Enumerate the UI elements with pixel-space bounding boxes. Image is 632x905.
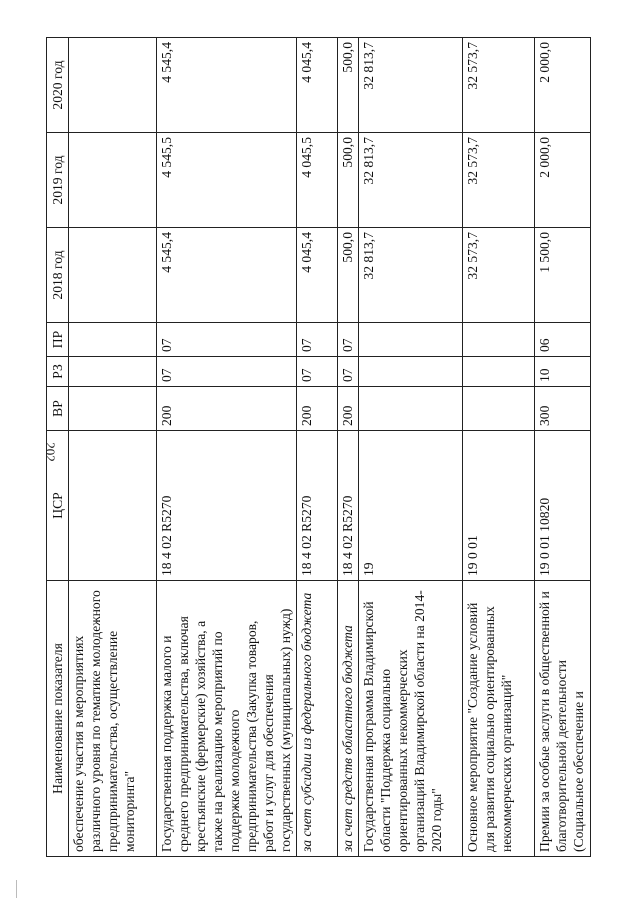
- cell-vr: 300: [535, 387, 591, 431]
- header-pr: ПР: [47, 323, 69, 357]
- cell-csr: 18 4 02 R5270: [297, 431, 338, 581]
- cell-name: Премии за особые заслуги в общественной и благотворительной деятельности (Социальное обеспечение и: [535, 581, 591, 857]
- cell-rz: [359, 357, 463, 387]
- cell-pr: [359, 323, 463, 357]
- cell-2020: 32 573,7: [463, 38, 535, 133]
- header-rz: РЗ: [47, 357, 69, 387]
- header-2019: 2019 год: [47, 133, 69, 228]
- cell-2018: 1 500,0: [535, 228, 591, 323]
- cell-2019: 32 573,7: [463, 133, 535, 228]
- header-vr: ВР: [47, 387, 69, 431]
- cell-name: обеспечение участия в мероприятиях различного уровня по тематике молодежного предпринимательства, осуществление мониторинга": [69, 581, 157, 857]
- cell-2020: 32 813,7: [359, 38, 463, 133]
- cell-vr: 200: [157, 387, 297, 431]
- cell-csr: 19 0 01: [463, 431, 535, 581]
- cell-2019: 4 045,5: [297, 133, 338, 228]
- cell-2019: 500,0: [338, 133, 359, 228]
- cell-2018: 32 813,7: [359, 228, 463, 323]
- cell-vr: [359, 387, 463, 431]
- header-name: Наименование показателя: [47, 581, 69, 857]
- cell-rz: 07: [157, 357, 297, 387]
- rotated-content: [46, 37, 586, 857]
- cell-rz: 07: [338, 357, 359, 387]
- cell-2018: 4 045,4: [297, 228, 338, 323]
- cell-rz: 10: [535, 357, 591, 387]
- cell-pr: [69, 323, 157, 357]
- cell-2019: 32 813,7: [359, 133, 463, 228]
- header-csr: ЦСР: [47, 431, 69, 581]
- cell-2018: 32 573,7: [463, 228, 535, 323]
- cell-pr: 07: [297, 323, 338, 357]
- table-row: [535, 38, 591, 857]
- header-2018: 2018 год: [47, 228, 69, 323]
- table-row: [463, 38, 535, 857]
- table-row: [359, 38, 463, 857]
- cell-pr: 07: [338, 323, 359, 357]
- cell-2019: 4 545,5: [157, 133, 297, 228]
- cell-csr: 18 4 02 R5270: [157, 431, 297, 581]
- cell-2020: 2 000,0: [535, 38, 591, 133]
- header-2020: 2020 год: [47, 38, 69, 133]
- cell-2019: [69, 133, 157, 228]
- cell-2019: 2 000,0: [535, 133, 591, 228]
- cell-csr: [69, 431, 157, 581]
- table-header-row: [47, 38, 69, 857]
- cell-2018: [69, 228, 157, 323]
- cell-name: за счет субсидии из федерального бюджета: [297, 581, 338, 857]
- cell-name: Государственная программа Владимирской области "Поддержка социально ориентированных некоммерческих организаций Владимирской области на 2014-2020 годы": [359, 581, 463, 857]
- cell-csr: 19 0 01 10820: [535, 431, 591, 581]
- cell-name: Государственная поддержка малого и среднего предпринимательства, включая крестьянские (фермерские) хозяйства, а также на реализацию мероприятий по поддержке молодежного предпринимательства (Закупка товаров, работ и услуг для обеспечения государственных (муниципальных) нужд): [157, 581, 297, 857]
- cell-pr: 07: [157, 323, 297, 357]
- cell-2020: [69, 38, 157, 133]
- table-row: [297, 38, 338, 857]
- cell-2018: 500,0: [338, 228, 359, 323]
- cell-csr: 19: [359, 431, 463, 581]
- cell-pr: 06: [535, 323, 591, 357]
- cell-csr: 18 4 02 R5270: [338, 431, 359, 581]
- cell-2020: 500,0: [338, 38, 359, 133]
- cell-vr: 200: [297, 387, 338, 431]
- cell-2020: 4 045,4: [297, 38, 338, 133]
- table-row: [338, 38, 359, 857]
- table-row: [157, 38, 297, 857]
- cell-rz: 07: [297, 357, 338, 387]
- cell-vr: [463, 387, 535, 431]
- page-number: 202: [43, 442, 58, 462]
- budget-table: [46, 37, 591, 857]
- scan-edge-mark: [16, 880, 17, 898]
- cell-name: за счет средств областного бюджета: [338, 581, 359, 857]
- cell-rz: [69, 357, 157, 387]
- cell-2018: 4 545,4: [157, 228, 297, 323]
- cell-vr: 200: [338, 387, 359, 431]
- cell-pr: [463, 323, 535, 357]
- cell-rz: [463, 357, 535, 387]
- cell-name: Основное мероприятие "Создание условий для развития социально ориентированных некоммерческих организаций": [463, 581, 535, 857]
- table-row: [69, 38, 157, 857]
- cell-2020: 4 545,4: [157, 38, 297, 133]
- cell-vr: [69, 387, 157, 431]
